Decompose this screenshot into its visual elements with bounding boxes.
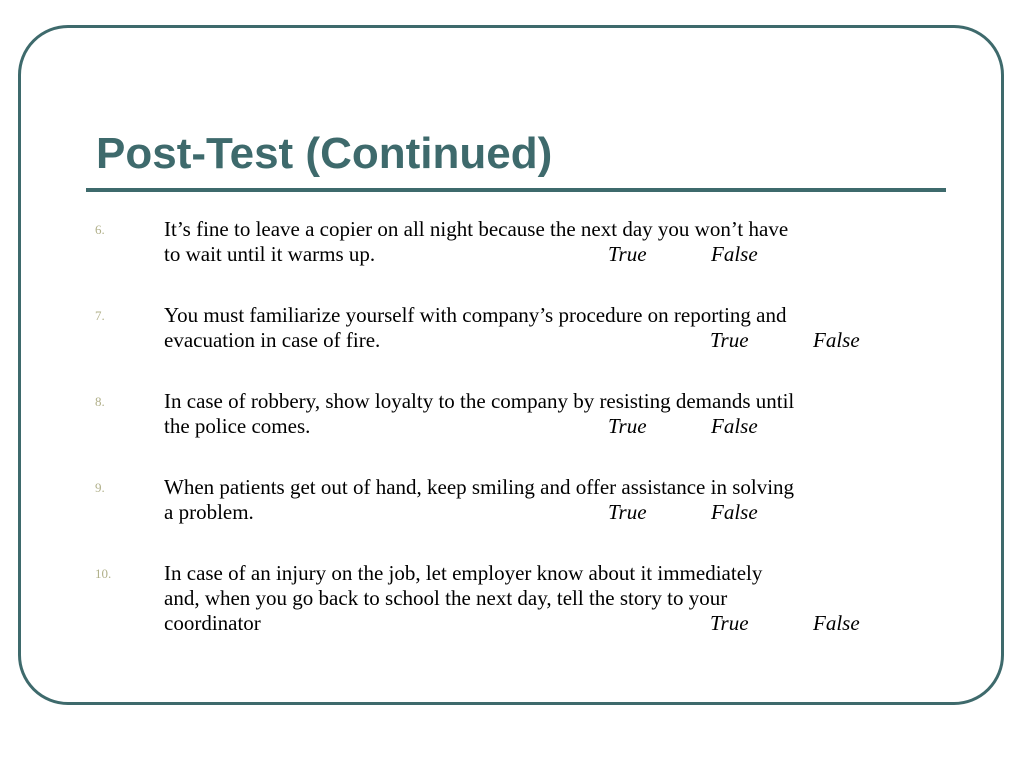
question-text-line [164,389,945,414]
question-number: 9. [95,480,105,495]
true-option: True [608,242,647,266]
false-option: False [711,242,758,266]
question-text-line [164,611,945,636]
question-text: You must familiarize yourself with company’s procedure on reporting and [164,303,787,327]
question-number: 8. [95,394,105,409]
question-text-line [164,303,945,328]
question-number: 7. [95,308,105,323]
question-text: In case of robbery, show loyalty to the company by resisting demands until [164,389,795,413]
question-text: When patients get out of hand, keep smiling and offer assistance in solving [164,475,795,499]
question-text-line [164,414,945,439]
false-option: False [813,611,860,635]
question-text: coordinator [164,611,261,635]
question-text: evacuation in case of fire. [164,328,381,352]
false-option: False [711,414,758,438]
question-text: and, when you go back to school the next day, tell the story to your [164,586,728,610]
question-text: In case of an injury on the job, let employer know about it immediately [164,561,763,585]
question-text-line [164,500,945,525]
question-item [95,303,945,353]
question-item [95,561,945,636]
question-text: It’s fine to leave a copier on all night because the next day you won’t have [164,217,789,241]
question-number: 6. [95,222,105,237]
true-option: True [710,611,749,635]
true-option: True [608,414,647,438]
title-divider [86,188,946,192]
question-text-line [164,561,945,586]
question-text-line [164,242,945,267]
question-item [95,475,945,525]
question-text: the police comes. [164,414,311,438]
question-text-line [164,328,945,353]
page-title: Post-Test (Continued) [96,129,553,178]
question-text-line [164,475,945,500]
question-item [95,389,945,439]
question-item [95,217,945,267]
false-option: False [813,328,860,352]
question-text: to wait until it warms up. [164,242,376,266]
question-text-line [164,217,945,242]
question-number: 10. [95,566,112,581]
true-option: True [608,500,647,524]
question-text: a problem. [164,500,254,524]
question-text-line [164,586,945,611]
true-option: True [710,328,749,352]
false-option: False [711,500,758,524]
